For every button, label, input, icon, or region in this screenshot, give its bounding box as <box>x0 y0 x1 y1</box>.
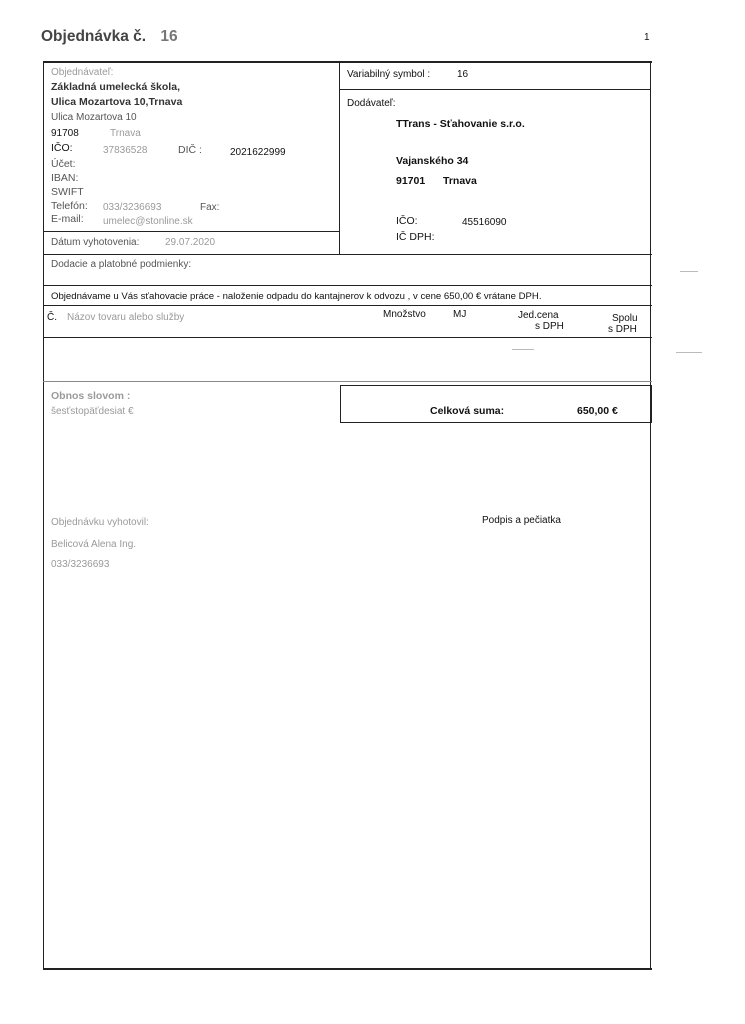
amount-words-value: šesťstopäťdesiat € <box>51 406 134 417</box>
customer-city: Trnava <box>110 128 141 139</box>
customer-street: Ulica Mozartova 10 <box>51 112 137 123</box>
title-number: 16 <box>160 28 178 45</box>
customer-dic-value: 2021622999 <box>230 147 286 158</box>
customer-dic-label: DIČ : <box>178 144 202 156</box>
delivery-terms-label: Dodacie a platobné podmienky: <box>51 259 192 270</box>
supplier-icdph-label: IČ DPH: <box>396 231 435 243</box>
scan-speck <box>680 271 698 272</box>
customer-swift-label: SWIFT <box>51 186 84 198</box>
customer-phone-label: Telefón: <box>51 200 88 212</box>
supplier-name: TTrans - Sťahovanie s.r.o. <box>396 118 525 130</box>
supplier-label: Dodávateľ: <box>347 98 396 109</box>
row-line-2 <box>43 285 652 286</box>
customer-ico-label: IČO: <box>51 142 73 154</box>
frame-bottom <box>43 968 652 970</box>
page-number: 1 <box>644 32 650 43</box>
supplier-street: Vajanského 34 <box>396 155 469 167</box>
frame-top <box>43 61 652 63</box>
supplier-ico-value: 45516090 <box>462 217 507 228</box>
row-line-5 <box>43 381 652 382</box>
supplier-ico-label: IČO: <box>396 215 418 227</box>
issued-by-phone: 033/3236693 <box>51 559 110 570</box>
document-title <box>41 28 178 46</box>
customer-ucet-label: Účet: <box>51 158 76 170</box>
customer-email-label: E-mail: <box>51 213 84 225</box>
amount-words-label: Obnos slovom : <box>51 390 131 402</box>
row-line-4 <box>43 337 652 338</box>
col-total-header-line1: Spolu <box>612 313 638 324</box>
issued-by-name: Belicová Alena Ing. <box>51 539 137 550</box>
customer-name-line2: Ulica Mozartova 10,Trnava <box>51 96 183 108</box>
order-text: Objednávame u Vás sťahovacie práce - naloženie odpadu do kantajnerov k odvozu , v cene 650,00 € vrátane DPH. <box>51 291 542 302</box>
total-box <box>340 385 652 423</box>
col-qty-header: Množstvo <box>383 309 426 320</box>
col-unit-price-header-line1: Jed.cena <box>518 310 559 321</box>
col-unit-price-header-line2: s DPH <box>535 321 564 332</box>
vs-divider <box>339 89 651 90</box>
variable-symbol-value: 16 <box>457 69 469 80</box>
col-unit-header: MJ <box>453 309 467 320</box>
customer-email-value: umelec@stonline.sk <box>103 216 193 227</box>
row-line-3 <box>43 305 652 306</box>
issue-date-label: Dátum vyhotovenia: <box>51 237 140 248</box>
customer-phone-value: 033/3236693 <box>103 202 162 213</box>
customer-postal-code: 91708 <box>51 128 79 139</box>
title-prefix: Objednávka č. <box>41 28 147 45</box>
customer-iban-label: IBAN: <box>51 172 79 184</box>
variable-symbol-label: Variabilný symbol : <box>347 69 431 80</box>
customer-fax-label: Fax: <box>200 202 220 213</box>
scan-speck <box>676 352 702 353</box>
col-no-header: Č. <box>47 312 57 323</box>
total-label: Celková suma: <box>430 405 505 417</box>
col-name-header: Názov tovaru alebo služby <box>67 312 185 323</box>
date-divider <box>43 231 340 232</box>
signature-label: Podpis a pečiatka <box>482 515 561 526</box>
frame-right <box>650 61 651 969</box>
customer-name-line1: Základná umelecká škola, <box>51 81 180 93</box>
issue-date-value: 29.07.2020 <box>165 237 216 248</box>
col-total-header-line2: s DPH <box>608 324 637 335</box>
scan-speck <box>512 349 534 350</box>
row-line-1 <box>43 254 652 255</box>
frame-left <box>43 61 44 969</box>
customer-ico-value: 37836528 <box>103 145 148 156</box>
issued-by-label: Objednávku vyhotovil: <box>51 517 149 528</box>
total-value: 650,00 € <box>577 405 618 417</box>
customer-label: Objednávateľ: <box>51 67 114 78</box>
supplier-city: Trnava <box>443 175 477 187</box>
supplier-postal-code: 91701 <box>396 175 426 187</box>
